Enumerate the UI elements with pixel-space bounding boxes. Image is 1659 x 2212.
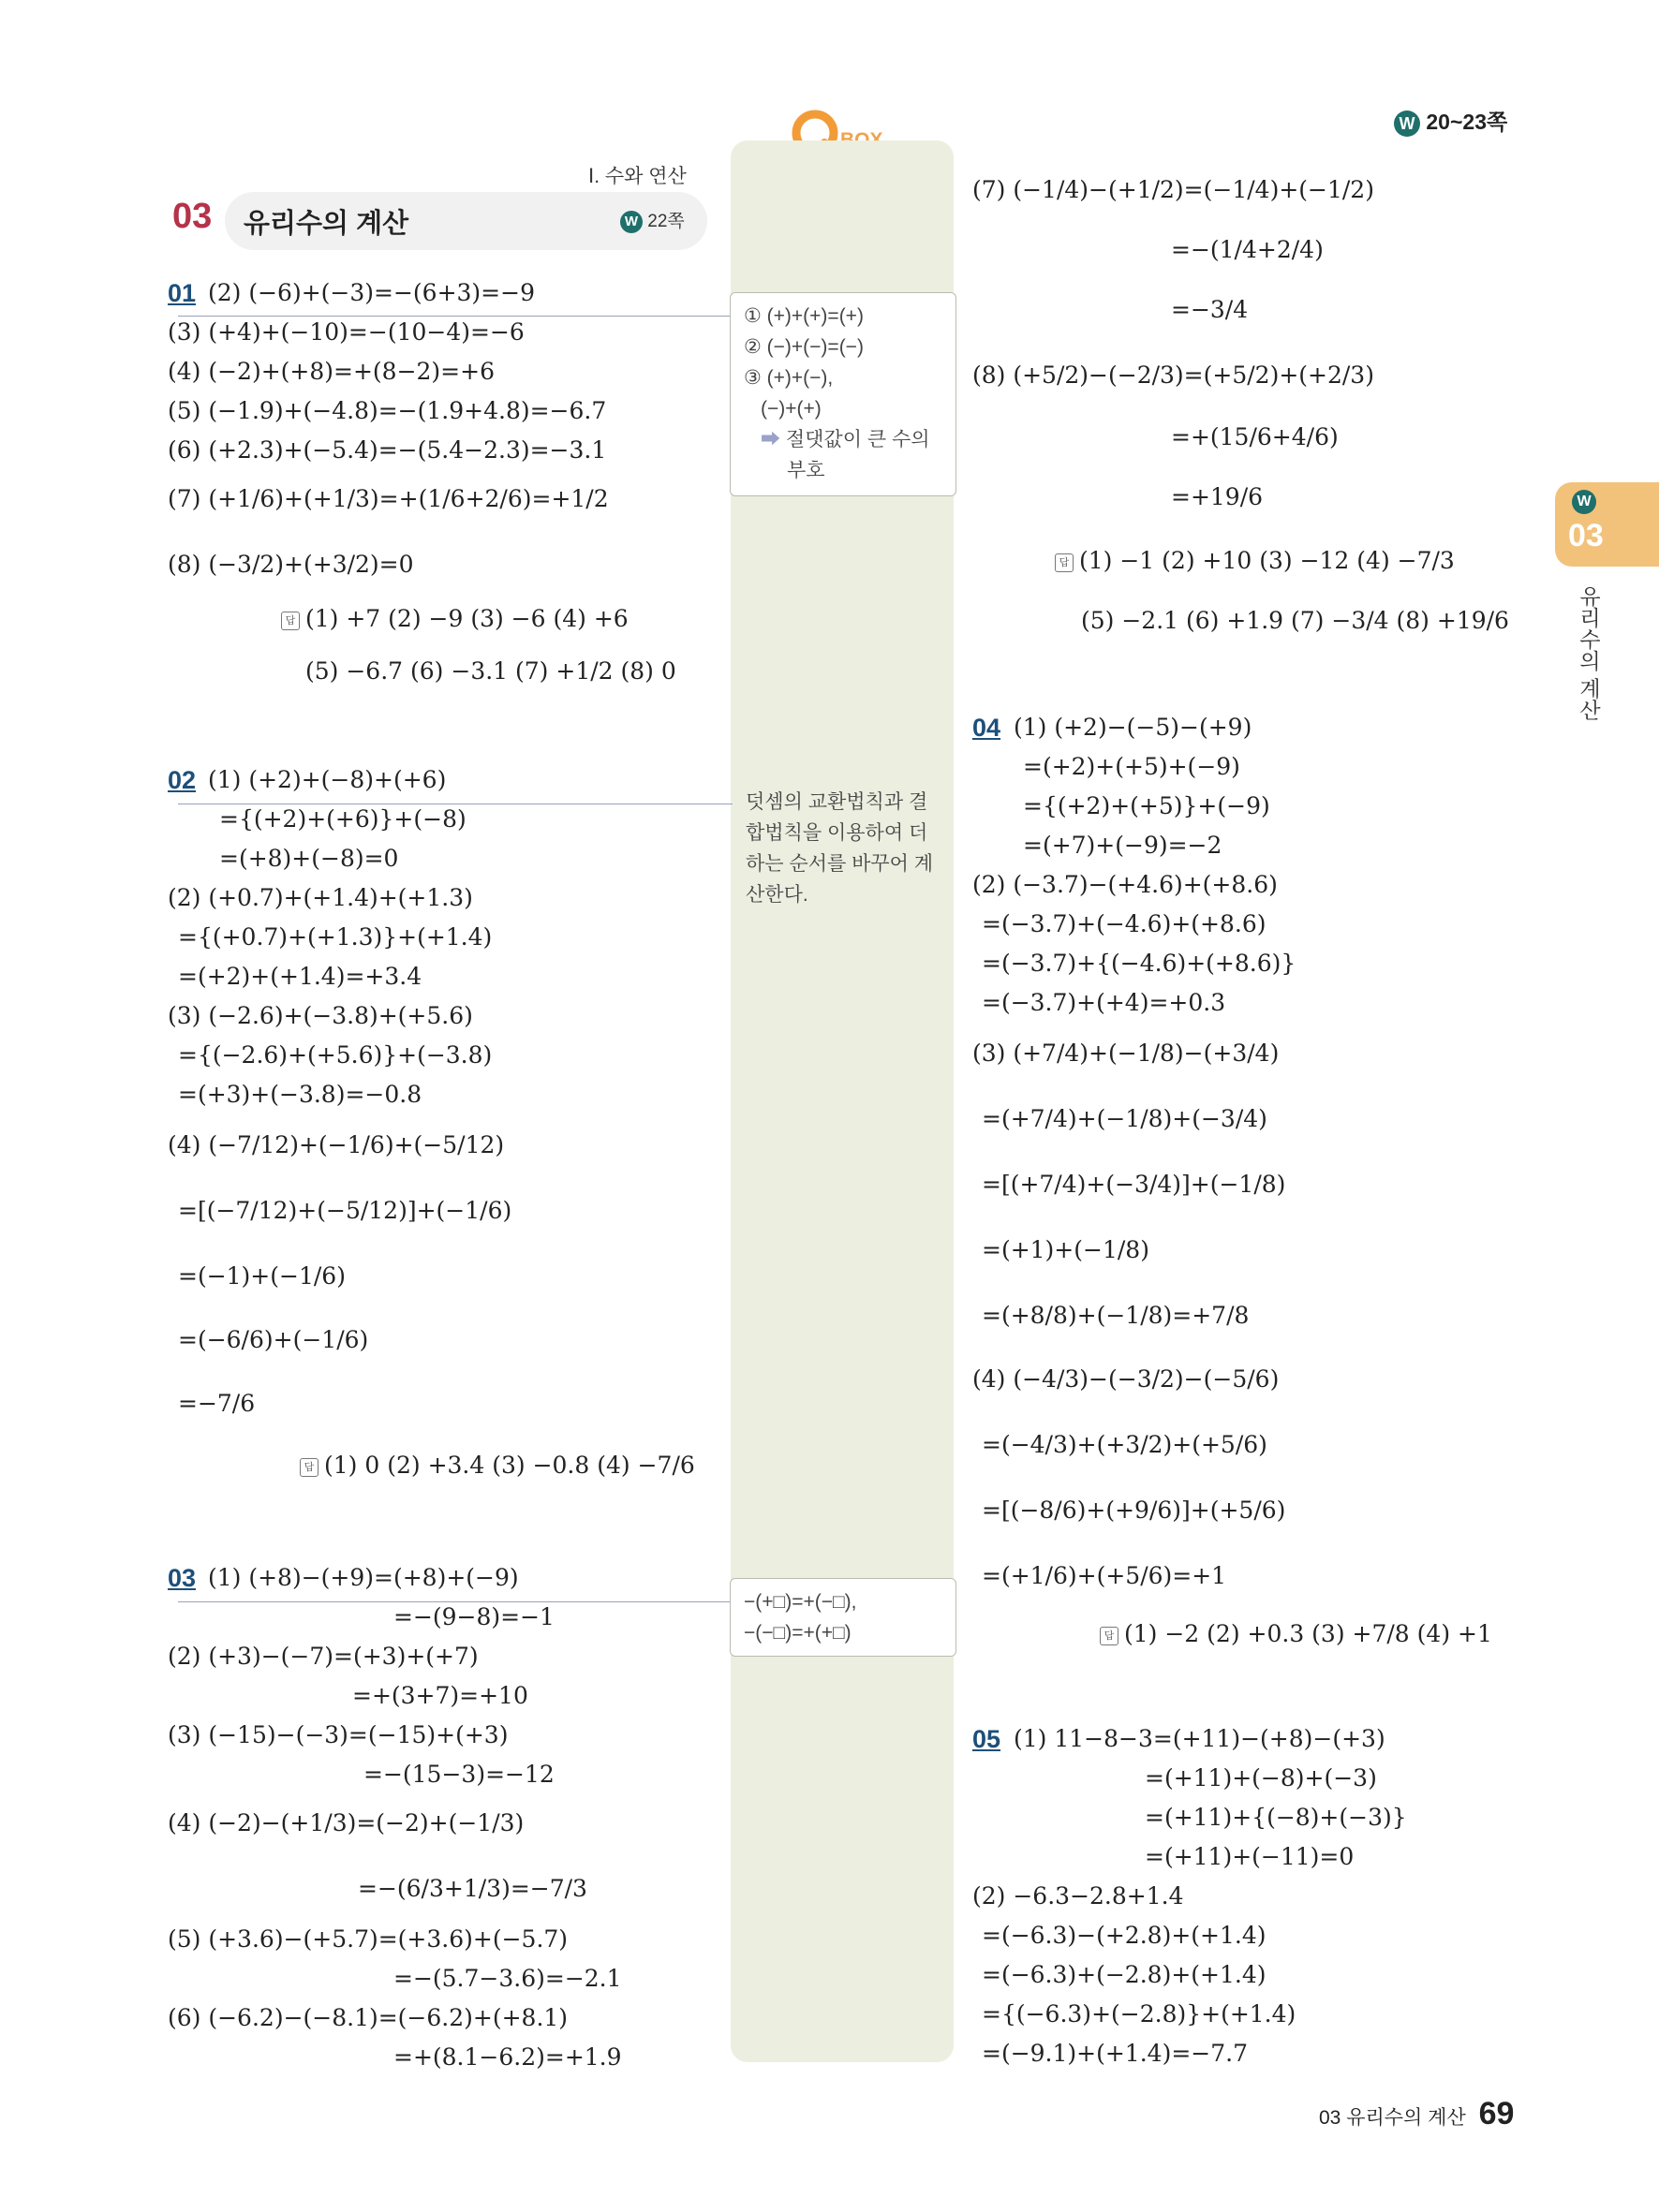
solution-line: (3) (−2.6)+(−3.8)+(+5.6) bbox=[168, 1002, 473, 1029]
note1-line: (−)+(+) bbox=[761, 398, 822, 420]
solution-line: =(−6/6)+(−1/6) bbox=[178, 1326, 369, 1353]
solution-line: =(+7/4)+(−1/8)+(−3/4) bbox=[982, 1105, 1267, 1132]
problem-number bbox=[972, 712, 1006, 745]
problem-number bbox=[168, 277, 201, 310]
page-number: 69 bbox=[1478, 2096, 1515, 2131]
page-ref-text: 20~23쪽 bbox=[1426, 110, 1508, 134]
answer-line bbox=[281, 603, 629, 635]
note-addition-signs bbox=[730, 292, 956, 496]
solution-line: (7) (−1/4)−(+1/2)=(−1/4)+(−1/2) bbox=[972, 176, 1374, 203]
section-ref bbox=[620, 207, 685, 233]
solution-line: =(+7)+(−9)=−2 bbox=[1023, 832, 1222, 859]
solution-line: =(+1/6)+(+5/6)=+1 bbox=[982, 1562, 1227, 1589]
solution-line: (1) (+2)+(−8)+(+6) bbox=[208, 766, 447, 793]
solution-line: (5) (+3.6)−(+5.7)=(+3.6)+(−5.7) bbox=[168, 1925, 569, 1953]
note1-line: ③ (+)+(−), bbox=[744, 367, 834, 389]
solution-line: =−(5.7−3.6)=−2.1 bbox=[393, 1965, 622, 1992]
solution-line: (8) (−3/2)+(+3/2)=0 bbox=[168, 551, 414, 578]
w-badge-icon: W bbox=[1394, 111, 1420, 137]
solution-line: =[(−8/6)+(+9/6)]+(+5/6) bbox=[982, 1497, 1286, 1524]
side-tab-badge-icon: W bbox=[1572, 490, 1596, 514]
section-ref-text: 22쪽 bbox=[647, 212, 685, 231]
page-ref bbox=[1394, 105, 1507, 137]
solution-line: =(+2)+(+1.4)=+3.4 bbox=[178, 963, 422, 990]
answer-marker-icon: 답 bbox=[300, 1458, 318, 1477]
answer-text: (1) −2 (2) +0.3 (3) +7/8 (4) +1 bbox=[1124, 1620, 1492, 1647]
problem-number-04: 04 bbox=[972, 714, 1001, 742]
solution-line: ={(+2)+(+5)}+(−9) bbox=[1023, 792, 1270, 819]
problem-number-02: 02 bbox=[168, 766, 197, 794]
solution-line: =(+8/8)+(−1/8)=+7/8 bbox=[982, 1302, 1250, 1329]
solution-line: =(+2)+(+5)+(−9) bbox=[1023, 753, 1240, 780]
solution-line: =−(15−3)=−12 bbox=[363, 1761, 555, 1788]
solution-line: (2) (+3)−(−7)=(+3)+(+7) bbox=[168, 1643, 479, 1670]
section-title: 유리수의 계산 bbox=[244, 209, 409, 239]
solution-line: =(−6.3)−(+2.8)+(+1.4) bbox=[982, 1922, 1266, 1949]
solution-line: ={(+2)+(+6)}+(−8) bbox=[219, 805, 467, 833]
solution-line: (1) (+2)−(−5)−(+9) bbox=[1014, 714, 1252, 741]
solution-line: =(−1)+(−1/6) bbox=[178, 1262, 346, 1290]
solution-line: ={(−2.6)+(+5.6)}+(−3.8) bbox=[178, 1041, 493, 1069]
solution-line: =−7/6 bbox=[178, 1390, 256, 1417]
answer-line: (5) −6.7 (6) −3.1 (7) +1/2 (8) 0 bbox=[305, 657, 676, 685]
solution-line: (1) (+8)−(+9)=(+8)+(−9) bbox=[208, 1564, 519, 1591]
solution-line: =(+11)+{(−8)+(−3)} bbox=[1145, 1804, 1407, 1831]
section-number: 03 bbox=[172, 197, 213, 236]
solution-line: (2) −6.3−2.8+1.4 bbox=[972, 1882, 1184, 1910]
problem-number-05: 05 bbox=[972, 1725, 1001, 1753]
solution-line: (5) (−1.9)+(−4.8)=−(1.9+4.8)=−6.7 bbox=[168, 397, 607, 424]
note1-line: 부호 bbox=[787, 460, 825, 481]
note2-line: 산한다. bbox=[746, 884, 808, 906]
solution-line: =(−3.7)+{(−4.6)+(+8.6)} bbox=[982, 950, 1296, 977]
solution-line: (4) (−2)+(+8)=+(8−2)=+6 bbox=[168, 358, 495, 385]
solution-line: (1) 11−8−3=(+11)−(+8)−(+3) bbox=[1014, 1725, 1385, 1752]
solution-line: =(−3.7)+(−4.6)+(+8.6) bbox=[982, 910, 1266, 937]
answer-line bbox=[300, 1450, 695, 1482]
solution-line: =[(−7/12)+(−5/12)]+(−1/6) bbox=[178, 1197, 512, 1224]
problem-number-03: 03 bbox=[168, 1564, 197, 1592]
solution-line: (8) (+5/2)−(−2/3)=(+5/2)+(+2/3) bbox=[972, 361, 1374, 389]
solution-line: =(+11)+(−11)=0 bbox=[1145, 1843, 1355, 1870]
side-tab bbox=[1555, 482, 1659, 567]
arrow-right-icon: ➡ bbox=[761, 429, 780, 450]
note3-line: −(+□)=+(−□), bbox=[744, 1591, 857, 1613]
solution-line: =−(9−8)=−1 bbox=[393, 1603, 555, 1630]
solution-line: (6) (−6.2)−(−8.1)=(−6.2)+(+8.1) bbox=[168, 2004, 569, 2031]
solution-line: (7) (+1/6)+(+1/3)=+(1/6+2/6)=+1/2 bbox=[168, 485, 609, 512]
note2-line: 덧셈의 교환법칙과 결 bbox=[746, 791, 928, 813]
solution-line: (2) (+0.7)+(+1.4)+(+1.3) bbox=[168, 884, 473, 911]
solution-line: (4) (−2)−(+1/3)=(−2)+(−1/3) bbox=[168, 1809, 525, 1836]
solution-line: =(+11)+(−8)+(−3) bbox=[1145, 1764, 1377, 1792]
unit-label: Ⅰ. 수와 연산 bbox=[588, 166, 687, 187]
solution-line: ={(+0.7)+(+1.3)}+(+1.4) bbox=[178, 923, 493, 951]
solution-line: =+(8.1−6.2)=+1.9 bbox=[393, 2043, 622, 2071]
note2-line: 합법칙을 이용하여 더 bbox=[746, 822, 928, 844]
solution-line: =(−3.7)+(+4)=+0.3 bbox=[982, 989, 1226, 1016]
solution-line: =(+3)+(−3.8)=−0.8 bbox=[178, 1081, 422, 1108]
footer bbox=[1319, 2096, 1514, 2132]
answer-line bbox=[1055, 545, 1455, 577]
problem-number-01: 01 bbox=[168, 279, 197, 307]
note-commutative bbox=[746, 787, 942, 910]
solution-line: (3) (+4)+(−10)=−(10−4)=−6 bbox=[168, 318, 525, 346]
answer-line bbox=[1100, 1618, 1492, 1650]
solution-line: =−(1/4+2/4) bbox=[1171, 236, 1324, 263]
solution-line: =[(+7/4)+(−3/4)]+(−1/8) bbox=[982, 1171, 1286, 1198]
answer-marker-icon: 답 bbox=[1100, 1627, 1118, 1645]
note2-line: 하는 순서를 바꾸어 계 bbox=[746, 853, 934, 875]
problem-number bbox=[972, 1723, 1006, 1756]
answer-text: (1) −1 (2) +10 (3) −12 (4) −7/3 bbox=[1079, 547, 1455, 574]
problem-number bbox=[168, 1562, 201, 1595]
footer-text: 03 유리수의 계산 bbox=[1319, 2107, 1466, 2129]
solution-line: =(−4/3)+(+3/2)+(+5/6) bbox=[982, 1431, 1267, 1458]
note1-arrow-line bbox=[744, 424, 942, 455]
note1-line: ① (+)+(+)=(+) bbox=[744, 305, 864, 327]
side-tab-number: 03 bbox=[1568, 518, 1604, 553]
note1-line: ② (−)+(−)=(−) bbox=[744, 336, 864, 358]
solution-line: (6) (+2.3)+(−5.4)=−(5.4−2.3)=−3.1 bbox=[168, 436, 607, 464]
w-badge-small-icon: W bbox=[620, 211, 643, 233]
solution-line: =+(3+7)=+10 bbox=[352, 1682, 528, 1709]
solution-line: (4) (−4/3)−(−3/2)−(−5/6) bbox=[972, 1365, 1280, 1393]
solution-line: =−3/4 bbox=[1171, 296, 1249, 323]
solution-line: (2) (−3.7)−(+4.6)+(+8.6) bbox=[972, 871, 1278, 898]
solution-line: =−(6/3+1/3)=−7/3 bbox=[358, 1875, 587, 1902]
answer-marker-icon: 답 bbox=[1055, 553, 1074, 572]
answer-line: (5) −2.1 (6) +1.9 (7) −3/4 (8) +19/6 bbox=[1081, 607, 1509, 634]
solution-line: (3) (+7/4)+(−1/8)−(+3/4) bbox=[972, 1040, 1280, 1067]
side-tab-title: 유리수의 계산 bbox=[1577, 585, 1601, 721]
solution-line: ={(−6.3)+(−2.8)}+(+1.4) bbox=[982, 2000, 1296, 2028]
solution-line: =(+1)+(−1/8) bbox=[982, 1236, 1149, 1263]
solution-line: (3) (−15)−(−3)=(−15)+(+3) bbox=[168, 1721, 509, 1748]
solution-line: =(+8)+(−8)=0 bbox=[219, 845, 399, 872]
note-subtraction bbox=[730, 1578, 956, 1657]
solution-line: =(−9.1)+(+1.4)=−7.7 bbox=[982, 2040, 1248, 2067]
note3-line: −(−□)=+(+□) bbox=[744, 1622, 852, 1644]
solution-line: =+19/6 bbox=[1171, 483, 1264, 510]
answer-text: (1) +7 (2) −9 (3) −6 (4) +6 bbox=[305, 605, 629, 632]
note1-text: 절댓값이 큰 수의 bbox=[785, 429, 930, 450]
solution-line: (4) (−7/12)+(−1/6)+(−5/12) bbox=[168, 1131, 505, 1158]
solution-line: =(−6.3)+(−2.8)+(+1.4) bbox=[982, 1961, 1266, 1988]
answer-text: (1) 0 (2) +3.4 (3) −0.8 (4) −7/6 bbox=[324, 1452, 695, 1479]
solution-line: =+(15/6+4/6) bbox=[1171, 423, 1339, 450]
solution-line: (2) (−6)+(−3)=−(6+3)=−9 bbox=[208, 279, 535, 306]
problem-number bbox=[168, 764, 201, 797]
answer-marker-icon: 답 bbox=[281, 612, 300, 630]
